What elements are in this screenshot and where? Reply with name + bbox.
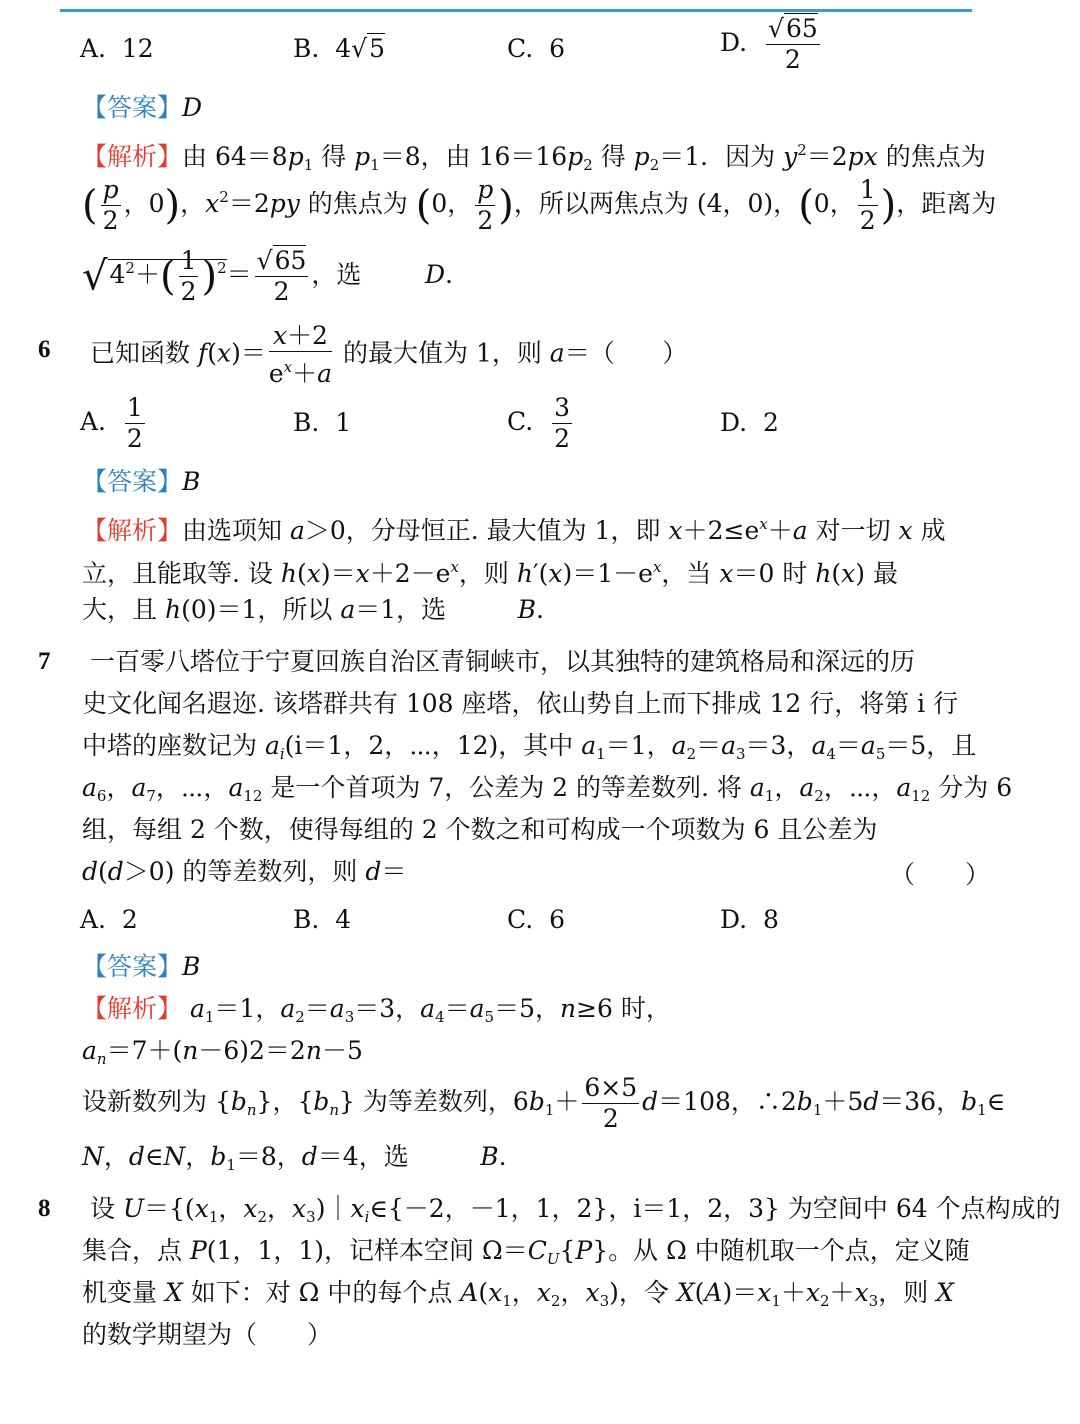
q6-option-c: C. $\frac{3}{2}$ xyxy=(507,393,570,453)
q7-stem-line-3: 中塔的座数记为 $a_i(i=1$，2，⋯，12)，其中 $a_1=1$，$a_2=a_3=3$，$a_4=a_5=5$，且 xyxy=(82,731,977,763)
q7-option-b: B. 4 xyxy=(293,905,352,934)
q7-stem-line-6: d(d＞0) 的等差数列，则 d＝ xyxy=(82,857,407,886)
q7-option-d: D. 8 xyxy=(720,905,779,934)
q6-answer: 【答案】B xyxy=(82,467,201,496)
q8-stem-line-4: 的数学期望为（ ） xyxy=(82,1320,333,1349)
q7-analysis-line-1: 【解析】 $a_1=1$，$a_2=a_3=3$，$a_4=a_5=5$，n≥6 时， xyxy=(82,994,671,1026)
q5-answer: 【答案】D xyxy=(82,93,203,122)
q8-stem-line-1: 设 $U=\{(x_1$，$x_2$，$x_3)|x_i\in\{-2$，－1，1，2}，i＝1，2，3} 为空间中 64 个点构成的 xyxy=(90,1194,1061,1226)
q5-option-b: B. 4√5 xyxy=(293,34,385,63)
q6-analysis-line-1: 【解析】由选项知 a＞0，分母恒正. 最大值为 1，即 $x+2\le e^x+a$ 对一切 x 成 xyxy=(82,515,946,545)
q6-analysis-line-3: 大，且 h(0)＝1，所以 a＝1，选 B. xyxy=(82,595,544,624)
page-header xyxy=(0,0,1080,18)
q6-option-b: B. 1 xyxy=(293,408,352,437)
q7-stem-line-2: 史文化闻名遐迩. 该塔群共有 108 座塔，依山势自上而下排成 12 行，将第 i 行 xyxy=(82,689,959,718)
q7-stem-line-1: 一百零八塔位于宁夏回族自治区青铜峡市，以其独特的建筑格局和深远的历 xyxy=(90,647,916,676)
q6-option-d: D. 2 xyxy=(720,408,779,437)
q5-analysis-line-2: ( $\frac{p}{2}$ ，0)，$x^2=2py$ 的焦点为 (0， $\frac{p}{2}$ )，所以两焦点为 (4，0)，(0， $\frac{1}{2}$ )，距离为 xyxy=(82,175,997,235)
header-rule xyxy=(60,9,972,12)
q7-option-c: C. 6 xyxy=(507,905,565,934)
q8-number: 8 xyxy=(38,1195,51,1222)
q5-analysis-line-3: $√4^2+$( $\frac{1}{2}$ )$^2$＝ $\frac{√65}{2}$ ，选 D. xyxy=(82,246,453,306)
q7-number: 7 xyxy=(38,648,51,675)
q7-analysis-line-3: 设新数列为 $\{b_n\}$，$\{b_n\}$ 为等差数列，$6b_1+$ $\frac{6\times 5}{2}$ d＝108，$\therefore 2b_1+5d=36$，$b_1\in$ xyxy=(82,1073,1006,1133)
q5-option-a: A. 12 xyxy=(80,34,154,63)
q7-stem-line-4: $a_6$，$a_7$，⋯，$a_{12}$ 是一个首项为 7，公差为 2 的等差数列. 将 $a_1$，$a_2$，⋯，$a_{12}$ 分为 6 xyxy=(82,773,1013,805)
q7-analysis-line-2: $a_n=7+(n-6)2=2n-5$ xyxy=(82,1036,363,1068)
q7-bracket: （ ） xyxy=(890,860,991,889)
q7-answer: 【答案】B xyxy=(82,952,201,981)
q8-stem-line-3: 机变量 X 如下：对 Ω 中的每个点 $A(x_1$，$x_2$，$x_3$)，令 $X(A)=x_1+x_2+x_3$，则 X xyxy=(82,1278,954,1310)
q7-analysis-line-4: N，d∈N，$b_1=8$，d＝4，选 B. xyxy=(82,1142,507,1174)
q6-number: 6 xyxy=(38,336,51,363)
q6-analysis-line-2: 立，且能取等. 设 $h(x)=x+2-e^x$，则 $h'(x)=1-e^x$，当 x＝0 时 h(x) 最 xyxy=(82,558,898,588)
q6-stem: 已知函数 f(x)＝ $\frac{x+2}{e^x+a}$ 的最大值为 1，则 a＝（ ） xyxy=(90,321,688,388)
q5-option-c: C. 6 xyxy=(507,34,565,63)
q5-option-d: D. $\frac{√65}{2}$ xyxy=(720,14,818,74)
q6-option-a: A. $\frac{1}{2}$ xyxy=(80,393,143,453)
q7-option-a: A. 2 xyxy=(80,905,138,934)
q5-analysis-line-1: 【解析】由 $64=8p_1$ 得 $p_1=8$，由 $16=16p_2$ 得 $p_2=1$．因为 $y^2=2px$ 的焦点为 xyxy=(82,141,986,174)
q7-stem-line-5: 组，每组 2 个数，使得每组的 2 个数之和可构成一个项数为 6 且公差为 xyxy=(82,815,878,844)
q8-stem-line-2: 集合，点 P(1，1，1)，记样本空间 $\Omega=C_U\{P\}$。从 Ω 中随机取一个点，定义随 xyxy=(82,1236,970,1268)
